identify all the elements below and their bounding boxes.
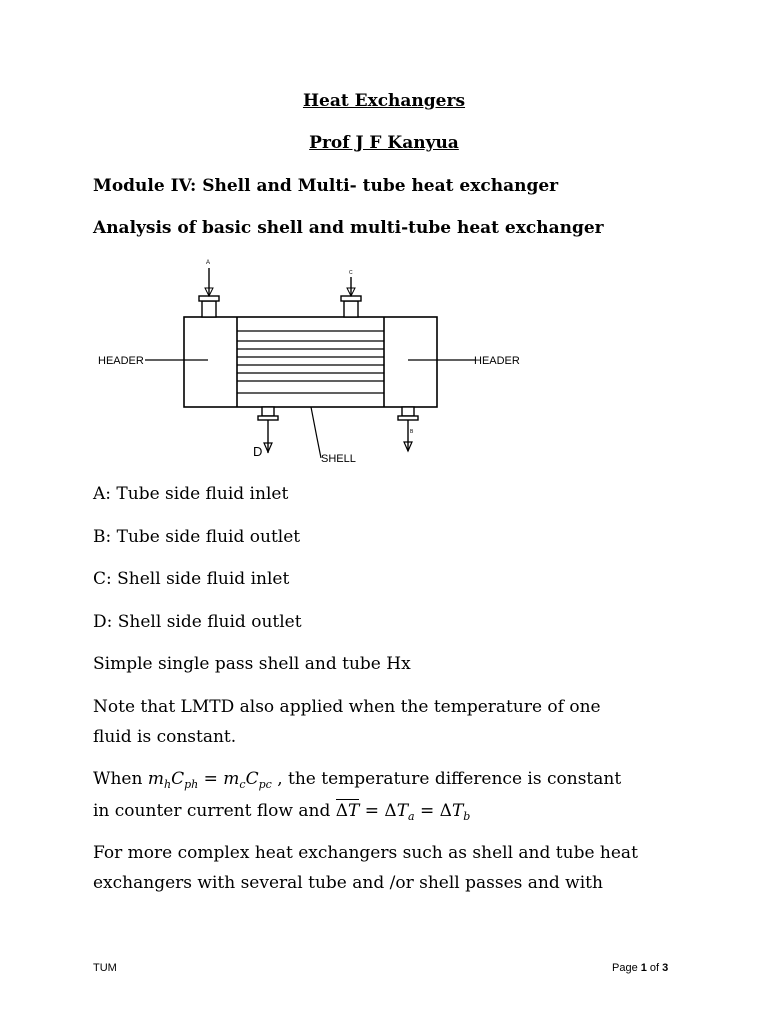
diagram-caption: Simple single pass shell and tube Hx xyxy=(93,654,411,674)
when-paragraph-line-1 xyxy=(93,768,621,790)
equation-mcp: $m_hC_{ph} = m_cC_{pc}$ xyxy=(147,769,272,791)
when-suffix: , the temperature difference is constant xyxy=(271,769,622,789)
footer-page-total: 3 xyxy=(662,962,669,974)
counter-prefix: in counter current flow and xyxy=(93,801,336,821)
heat-exchanger-diagram xyxy=(90,255,530,470)
label-b: B xyxy=(410,429,414,435)
when-paragraph-line-2 xyxy=(93,800,470,822)
legend-item-b: B: Tube side fluid outlet xyxy=(93,527,301,547)
label-d: D xyxy=(253,444,263,459)
equation-delta-t: $\Delta T = \Delta T_a = \Delta T_b$ xyxy=(335,801,471,823)
footer-left: TUM xyxy=(93,962,117,974)
shell-pointer xyxy=(311,407,321,458)
note-line-1: Note that LMTD also applied when the temperature of one xyxy=(93,697,601,717)
document-title: Heat Exchangers xyxy=(302,91,466,111)
legend-item-c: C: Shell side fluid inlet xyxy=(93,569,290,589)
module-heading: Module IV: Shell and Multi- tube heat exchanger xyxy=(93,176,559,196)
complex-line-1: For more complex heat exchangers such as shell and tube heat xyxy=(93,843,638,863)
header-left-label: HEADER xyxy=(98,355,144,367)
shell-label: SHELL xyxy=(321,453,356,465)
when-prefix: When xyxy=(93,769,148,789)
header-right-label: HEADER xyxy=(474,355,520,367)
label-c: C xyxy=(349,270,353,276)
legend-item-a: A: Tube side fluid inlet xyxy=(93,484,289,504)
complex-line-2: exchangers with several tube and /or shell passes and with xyxy=(93,873,603,893)
nozzle-a xyxy=(199,268,219,317)
tube-bundle xyxy=(237,331,384,393)
section-heading: Analysis of basic shell and multi-tube heat exchanger xyxy=(93,218,604,238)
nozzle-b xyxy=(398,407,418,451)
label-a: A xyxy=(206,260,211,266)
note-line-2: fluid is constant. xyxy=(93,727,237,747)
legend-item-d: D: Shell side fluid outlet xyxy=(93,612,302,632)
footer-page-current: 1 xyxy=(640,962,647,974)
footer-page-number: Page 1 of 3 xyxy=(612,962,669,974)
document-author: Prof J F Kanyua xyxy=(309,133,459,153)
